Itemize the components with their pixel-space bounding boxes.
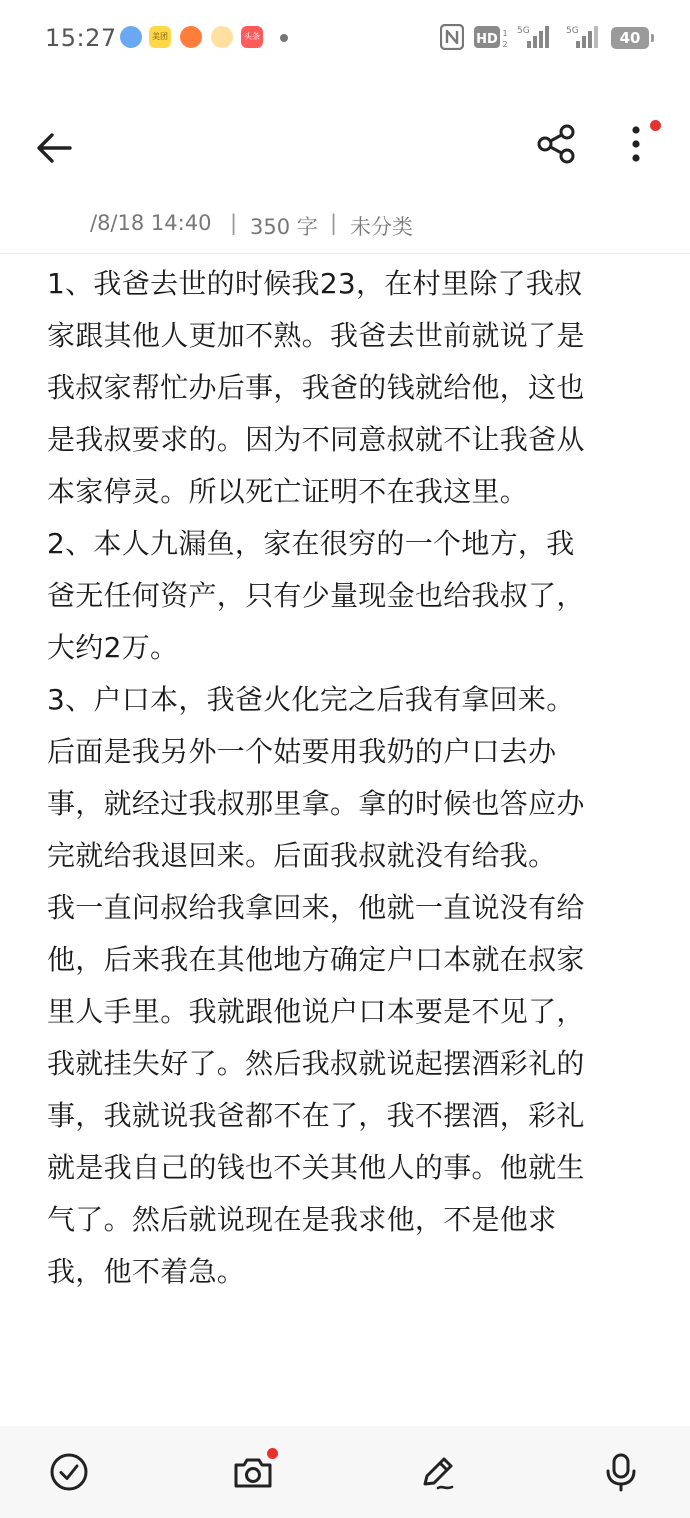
note-line: 爸无任何资产，只有少量现金也给我叔了， — [47, 579, 585, 612]
note-line: 我，他不着急。 — [47, 1255, 246, 1288]
hd-icon — [474, 24, 510, 50]
bottom-toolbar — [0, 1426, 690, 1518]
note-line: 完就给我退回来。后面我叔就没有给我。 — [47, 839, 557, 872]
note-body[interactable] — [47, 258, 647, 1298]
checklist-icon[interactable] — [47, 1450, 91, 1494]
share-icon[interactable] — [532, 120, 580, 168]
note-category[interactable]: 未分类 — [350, 215, 413, 239]
cloud-icon — [120, 26, 142, 48]
note-line: 后面是我另外一个姑要用我奶的户口去办 — [47, 735, 557, 768]
note-line: 就是我自己的钱也不关其他人的事。他就生 — [47, 1151, 585, 1184]
battery-icon: 40 — [611, 27, 649, 49]
signal-sim1-icon — [517, 24, 551, 50]
note-header — [0, 100, 690, 190]
meta-separator: | — [330, 211, 338, 235]
word-count: 350 字 — [250, 215, 318, 239]
svg-text:5G: 5G — [517, 26, 530, 36]
note-line: 大约2万。 — [47, 631, 179, 664]
svg-text:2: 2 — [502, 40, 508, 49]
note-line: 家跟其他人更加不熟。我爸去世前就说了是 — [47, 319, 585, 352]
weibo-icon — [211, 26, 233, 48]
status-time: 15:27 — [45, 24, 117, 52]
app-icon — [180, 26, 202, 48]
toutiao-icon: 头条 — [241, 26, 263, 48]
note-line: 我就挂失好了。然后我叔就说起摆酒彩礼的 — [47, 1047, 585, 1080]
status-bar — [0, 0, 690, 80]
meituan-icon: 美团 — [149, 26, 171, 48]
note-line: 我叔家帮忙办后事，我爸的钱就给他，这也 — [47, 371, 585, 404]
note-line: 他，后来我在其他地方确定户口本就在叔家 — [47, 943, 585, 976]
arrow-left-icon[interactable] — [30, 124, 78, 172]
note-line: 1、我爸去世的时候我23，在村里除了我叔 — [47, 267, 583, 300]
note-meta — [0, 206, 690, 246]
svg-text:1: 1 — [502, 29, 508, 38]
more-notifications-dot — [280, 34, 288, 42]
note-line: 气了。然后就说现在是我求他，不是他求 — [47, 1203, 557, 1236]
microphone-icon[interactable] — [599, 1450, 643, 1494]
note-line: 事，我就说我爸都不在了，我不摆酒，彩礼 — [47, 1099, 585, 1132]
note-line: 我一直问叔给我拿回来，他就一直说没有给 — [47, 891, 585, 924]
camera-notification-dot — [267, 1448, 278, 1459]
note-line: 里人手里。我就跟他说户口本要是不见了， — [47, 995, 585, 1028]
pen-icon[interactable] — [416, 1450, 460, 1494]
note-line: 3、户口本，我爸火化完之后我有拿回来。 — [47, 683, 575, 716]
note-line: 2、本人九漏鱼，家在很穷的一个地方，我 — [47, 527, 575, 560]
note-line: 本家停灵。所以死亡证明不在我这里。 — [47, 475, 529, 508]
note-date: /8/18 14:40 — [90, 211, 212, 235]
notification-dot — [650, 120, 661, 131]
svg-text:HD: HD — [476, 32, 498, 47]
divider — [0, 253, 690, 254]
nfc-icon — [440, 24, 464, 50]
note-line: 是我叔要求的。因为不同意叔就不让我爸从 — [47, 423, 585, 456]
meta-separator: | — [230, 211, 238, 235]
signal-sim2-icon — [566, 24, 600, 50]
svg-text:5G: 5G — [566, 26, 579, 36]
note-line: 事，就经过我叔那里拿。拿的时候也答应办 — [47, 787, 585, 820]
